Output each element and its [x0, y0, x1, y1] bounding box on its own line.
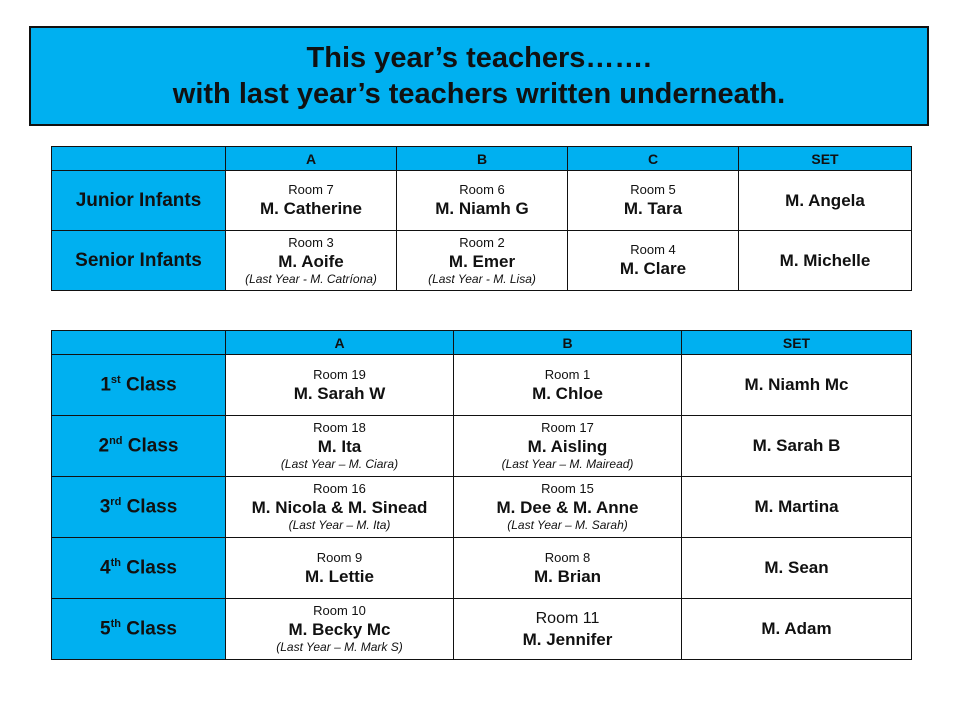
- last-year-note: (Last Year – M. Sarah): [507, 518, 628, 532]
- table-row: [52, 231, 912, 291]
- room-number: Room 10: [313, 603, 366, 618]
- class-word: Class: [126, 618, 177, 640]
- class-word: Class: [127, 435, 179, 457]
- class-number: 5: [100, 618, 111, 640]
- title-line-2: with last year’s teachers written underneath.: [172, 78, 786, 110]
- teacher-name: M. Dee & M. Anne: [496, 498, 639, 517]
- row-label: [52, 477, 226, 538]
- class-cell: [226, 355, 454, 416]
- teacher-name: M. Nicola & M. Sinead: [251, 498, 428, 517]
- class-word: Class: [126, 557, 177, 579]
- row-label: Senior Infants: [52, 231, 226, 291]
- teacher-name: M. Lettie: [305, 566, 374, 586]
- class-cell: [226, 171, 397, 231]
- ordinal-suffix: rd: [110, 495, 122, 508]
- table-row: [52, 538, 912, 599]
- room-number: Room 7: [288, 182, 334, 197]
- room-number: Room 6: [459, 182, 505, 197]
- teacher-name: M. Catherine: [259, 199, 363, 218]
- room-number: Room 4: [630, 242, 676, 257]
- teacher-name: M. Emer: [448, 251, 516, 271]
- column-header: B: [454, 331, 682, 355]
- set-teacher: M. Sean: [682, 538, 912, 599]
- set-teacher: M. Martina: [682, 477, 912, 538]
- class-word: Class: [126, 496, 178, 518]
- room-number: Room 11: [535, 609, 600, 627]
- column-header: C: [568, 147, 739, 171]
- room-number: Room 8: [544, 549, 591, 565]
- set-teacher: M. Sarah B: [682, 416, 912, 477]
- class-cell: [454, 477, 682, 538]
- class-cell: [397, 231, 568, 291]
- classes-header-row: [52, 331, 912, 355]
- class-number: 2: [98, 435, 110, 457]
- table-row: [52, 599, 912, 660]
- class-number: 4: [100, 557, 111, 579]
- teacher-name: M. Clare: [619, 259, 687, 278]
- teacher-name: M. Aoife: [278, 251, 344, 271]
- ordinal-suffix: th: [110, 556, 121, 569]
- class-cell: [226, 538, 454, 599]
- column-header: SET: [682, 331, 912, 355]
- ordinal-suffix: st: [110, 373, 121, 386]
- classes-table: [51, 330, 912, 660]
- last-year-note: (Last Year - M. Lisa): [428, 271, 536, 286]
- last-year-note: (Last Year – M. Ciara): [280, 457, 399, 471]
- last-year-note: (Last Year - M. Catríona): [245, 271, 377, 286]
- table-row: [52, 355, 912, 416]
- table-row: [52, 171, 912, 231]
- column-header: A: [226, 147, 397, 171]
- class-cell: [226, 599, 454, 660]
- room-number: Room 3: [288, 234, 334, 250]
- last-year-note: (Last Year – M. Mairead): [501, 457, 634, 471]
- room-number: Room 5: [630, 182, 676, 197]
- room-number: Room 15: [541, 481, 594, 496]
- teacher-name: M. Ita: [317, 437, 362, 456]
- class-cell: [454, 538, 682, 599]
- row-label: [52, 538, 226, 599]
- row-label: Junior Infants: [52, 171, 226, 231]
- class-cell: [226, 416, 454, 477]
- room-number: Room 16: [313, 481, 366, 496]
- room-number: Room 19: [313, 366, 366, 382]
- infants-table: [51, 146, 912, 291]
- ordinal-suffix: th: [110, 617, 121, 630]
- class-cell: [226, 477, 454, 538]
- class-cell: [568, 171, 739, 231]
- teacher-name: M. Jennifer: [522, 629, 613, 649]
- column-header: A: [226, 331, 454, 355]
- set-teacher: M. Adam: [682, 599, 912, 660]
- last-year-note: (Last Year – M. Mark S): [276, 640, 403, 654]
- class-number: 3: [99, 496, 111, 518]
- class-cell: [568, 231, 739, 291]
- class-cell: [454, 599, 682, 660]
- set-teacher: M. Angela: [739, 171, 912, 231]
- last-year-note: (Last Year – M. Ita): [288, 518, 391, 532]
- table-row: [52, 416, 912, 477]
- teacher-name: M. Tara: [623, 199, 683, 218]
- room-number: Room 2: [459, 234, 505, 250]
- teacher-name: M. Sarah W: [293, 383, 386, 403]
- ordinal-suffix: nd: [109, 434, 123, 447]
- room-number: Room 17: [541, 420, 594, 435]
- teacher-name: M. Niamh G: [435, 199, 529, 218]
- class-cell: [226, 231, 397, 291]
- room-number: Room 18: [313, 420, 366, 435]
- row-label: [52, 355, 226, 416]
- column-header: B: [397, 147, 568, 171]
- teacher-name: M. Aisling: [527, 437, 608, 456]
- corner-cell: [52, 147, 226, 171]
- room-number: Room 1: [544, 366, 591, 382]
- room-number: Room 9: [316, 549, 363, 565]
- column-header: SET: [739, 147, 912, 171]
- class-cell: [454, 355, 682, 416]
- class-word: Class: [125, 374, 177, 396]
- class-cell: [397, 171, 568, 231]
- row-label: [52, 416, 226, 477]
- table-row: [52, 477, 912, 538]
- teacher-name: M. Brian: [533, 566, 602, 586]
- class-number: 1: [100, 374, 111, 396]
- teacher-name: M. Becky Mc: [288, 620, 391, 639]
- title-banner: [29, 26, 929, 126]
- teacher-name: M. Chloe: [532, 383, 603, 403]
- corner-cell: [52, 331, 226, 355]
- row-label: [52, 599, 226, 660]
- infants-header-row: [52, 147, 912, 171]
- class-cell: [454, 416, 682, 477]
- set-teacher: M. Niamh Mc: [682, 355, 912, 416]
- title-line-1: This year’s teachers…….: [306, 42, 652, 74]
- set-teacher: M. Michelle: [739, 231, 912, 291]
